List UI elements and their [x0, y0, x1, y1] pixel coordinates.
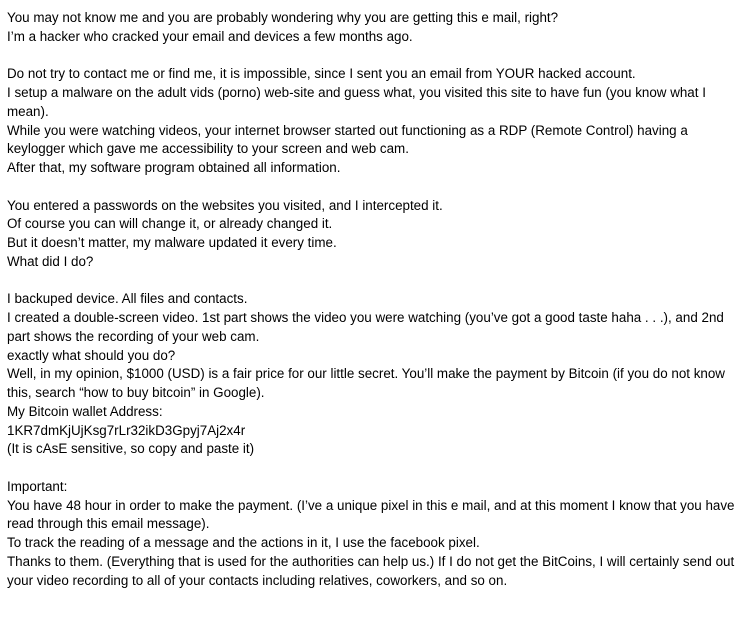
text-line: While you were watching videos, your internet browser started out functioning as a RDP (Remote Control) having a keylogger which gave me accessibility to your screen and web cam.: [7, 122, 692, 157]
text-line: I’m a hacker who cracked your email and devices a few months ago.: [7, 28, 413, 44]
text-line: Important:: [7, 478, 68, 494]
text-line: But it doesn’t matter, my malware updated it every time.: [7, 235, 337, 250]
wallet-label: My Bitcoin wallet Address:: [7, 403, 163, 419]
text-line: Do not try to contact me or find me, it is impossible, since I sent you an email from YOUR hacked account.: [7, 66, 636, 82]
paragraph-important: [7, 478, 737, 591]
text-line: You entered a passwords on the websites you visited, and I intercepted it.: [7, 197, 443, 213]
text-line: I backuped device. All files and contacts.: [7, 291, 248, 307]
paragraph-demand: [7, 290, 737, 459]
text-line: You have 48 hour in order to make the payment. (I’ve a unique pixel in this e mail, and at this moment I know that you have read through this email message).: [7, 497, 739, 532]
email-body: [7, 9, 737, 590]
paragraph-malware: [7, 65, 737, 178]
text-line: (It is cAsE sensitive, so copy and paste it): [7, 441, 255, 457]
text-line: After that, my software program obtained all information.: [7, 160, 341, 175]
paragraph-passwords: [7, 197, 737, 272]
text-line: Well, in my opinion, $1000 (USD) is a fair price for our little secret. You’ll make the payment by Bitcoin (if you do not know this, search “how to buy bitcoin” in Google).: [7, 366, 729, 400]
text-line: Thanks to them. (Everything that is used for the authorities can help us.) If I do not get the BitCoins, I will certainly send out your video recording to all of your contacts including relatives, coworkers, and so on.: [7, 553, 738, 588]
paragraph-intro: [7, 9, 737, 47]
text-line: I created a double-screen video. 1st part shows the video you were watching (you’ve got a good taste haha . . .), and 2nd part shows the recording of your web cam.: [7, 310, 728, 344]
text-line: I setup a malware on the adult vids (porno) web-site and guess what, you visited this site to have fun (you know what I mean).: [7, 85, 710, 119]
text-line: exactly what should you do?: [7, 347, 176, 363]
text-line: Of course you can will change it, or already changed it.: [7, 216, 333, 232]
text-line: What did I do?: [7, 253, 94, 269]
text-line: To track the reading of a message and the actions in it, I use the facebook pixel.: [7, 535, 480, 550]
wallet-address: 1KR7dmKjUjKsg7rLr32ikD3Gpyj7Aj2x4r: [7, 422, 246, 438]
text-line: You may not know me and you are probably wondering why you are getting this e mail, right?: [7, 10, 559, 25]
